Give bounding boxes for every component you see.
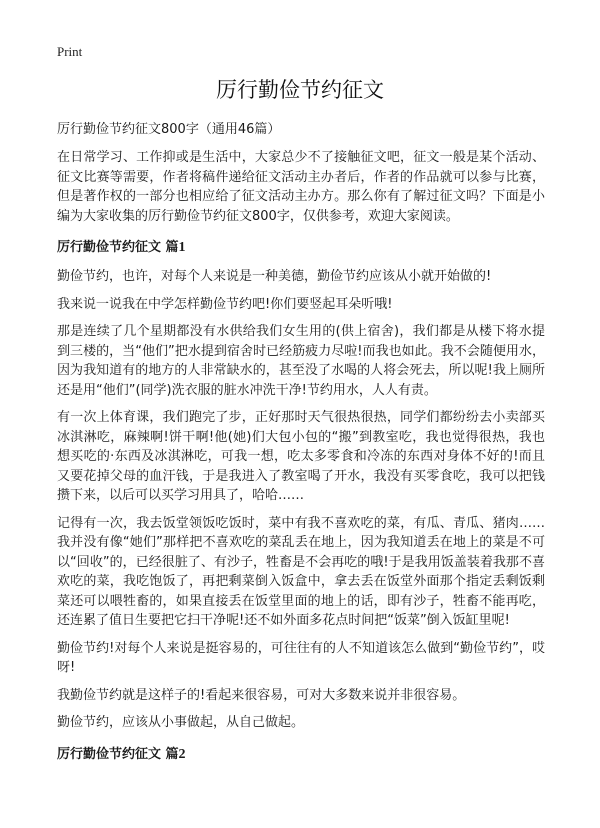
paragraph: 我来说一说我在中学怎样勤俭节约吧!你们要竖起耳朵听哦! bbox=[57, 296, 393, 312]
section-heading-text: 厉行勤俭节约征文 篇 bbox=[57, 240, 179, 255]
section-heading-1 bbox=[57, 238, 545, 257]
paragraph: 勤俭节约，应该从小事做起，从自己做起。 bbox=[57, 715, 305, 730]
section-heading-number: 2 bbox=[178, 746, 186, 762]
paragraph: 我勤俭节约就是这样子的!看起来很容易，可对大多数来说并非很容易。 bbox=[57, 687, 466, 703]
document-subtitle: 厉行勤俭节约征文800字（通用46篇） bbox=[57, 122, 281, 137]
section-heading-2 bbox=[57, 745, 545, 764]
document-body bbox=[57, 120, 545, 774]
paragraph: 记得有一次，我去饭堂领饭吃饭时，菜中有我不喜欢吃的菜，有瓜、青瓜、猪肉……我并没有像“她们”那样把不喜欢吃的菜乱丢在地上，因为我知道丢在地上的菜是不可以“回收”的，已经很脏了、有沙子，牲畜是不会再吃的哦!于是我用饭盖装着我那不喜欢吃的菜，我吃饱饭了，再把剩菜倒入饭盒中，拿去丢在饭堂外面那个指定丢剩饭剩菜还可以喂牲畜的，如果直接丢在饭堂里面的地上的话，即有沙子，牲畜不能再吃，还连累了值日生要把它扫干净呢!还不如外面多花点时间把“饭菜”倒入饭缸里呢! bbox=[57, 515, 545, 628]
section-heading-number: 1 bbox=[178, 240, 186, 255]
print-label[interactable]: Print bbox=[57, 44, 83, 59]
paragraph: 勤俭节约，也许，对每个人来说是一种美德，勤俭节约应该从小就开始做的! bbox=[57, 269, 492, 284]
document-title: 厉行勤俭节约征文 bbox=[216, 78, 384, 102]
intro-paragraph: 在日常学习、工作抑或是生活中，大家总少不了接触征文吧，征文一般是某个活动、征文比赛等需要，作者将稿件递给征文活动主办者后，作者的作品就可以参与比赛，但是著作权的一部分也相应给了征文活动主办方。那么你有了解过征文吗？下面是小编为大家收集的厉行勤俭节约征文800字，仅供参考，欢迎大家阅读。 bbox=[57, 150, 545, 224]
paragraph: 勤俭节约!对每个人来说是挺容易的，可往往有的人不知道该怎么做到“勤俭节约”，哎呀! bbox=[57, 640, 545, 675]
paragraph: 那是连续了几个星期都没有水供给我们女生用的(供上宿舍)，我们都是从楼下将水提到三楼的，当“他们”把水提到宿舍时已经筋疲力尽啦!而我也如此。我不会随便用水，因为我知道有的地方的人非常缺水的，甚至没了水喝的人将会死去，所以呢!我上厕所还是用“他们”(同学)洗衣服的脏水冲洗干净!节约用水，人人有责。 bbox=[57, 324, 545, 398]
section-heading-text: 厉行勤俭节约征文 篇 bbox=[57, 746, 179, 762]
paragraph: 有一次上体育课，我们跑完了步，正好那时天气很热很热，同学们都纷纷去小卖部买冰淇淋吃，麻辣啊!饼干啊!他(她)们大包小包的“搬”到教室吃，我也觉得很热，我也想买吃的·东西及冰淇淋吃，可我一想，吃太多零食和冷冻的东西对身体不好的!而且又要花掉父母的血汗钱，于是我进入了教室喝了开水，我没有买零食吃，我可以把钱攒下来，以后可以买学习用具了，哈哈…… bbox=[57, 410, 545, 503]
